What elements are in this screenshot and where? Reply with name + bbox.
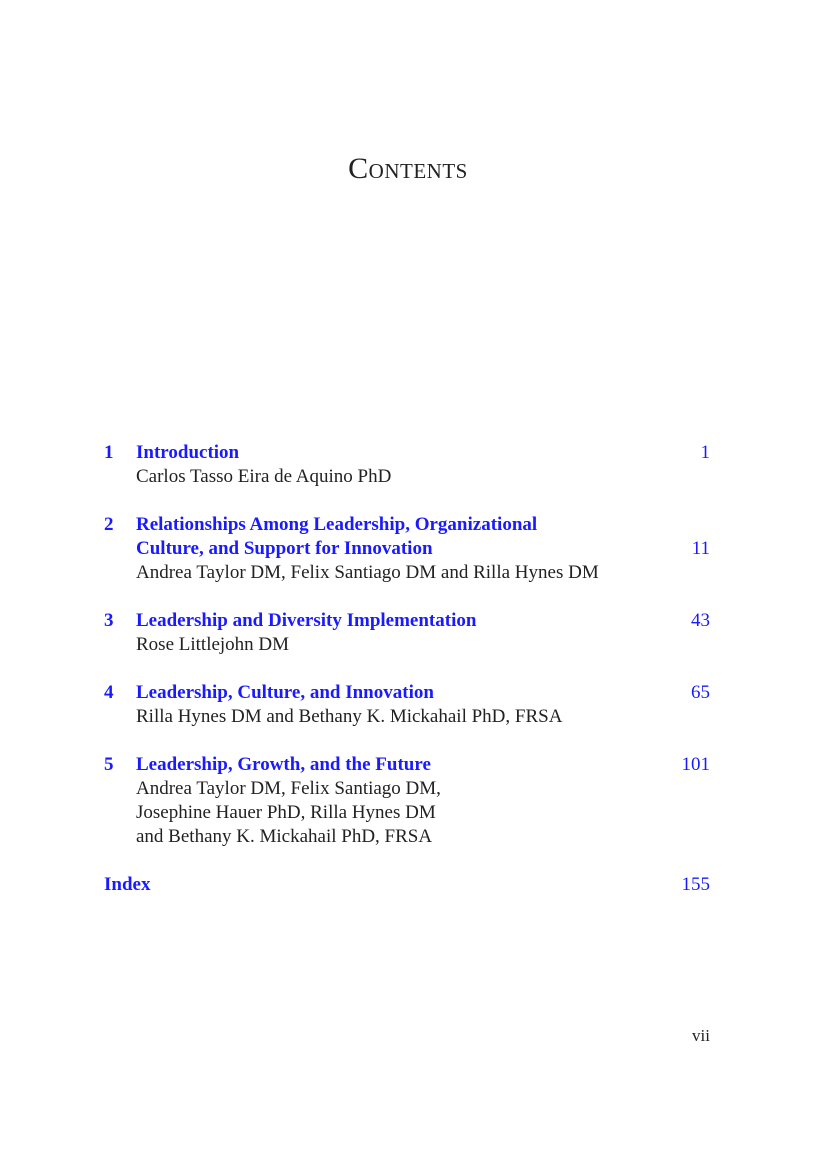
chapter-authors: Andrea Taylor DM, Felix Santiago DM, Josephine Hauer PhD, Rilla Hynes DM and Bethany K. Mickahail PhD, FRSA xyxy=(136,778,441,847)
page-title: Contents xyxy=(348,152,468,185)
chapter-number: 3 xyxy=(104,610,114,631)
index-link[interactable]: Index xyxy=(104,874,151,895)
chapter-authors: Carlos Tasso Eira de Aquino PhD xyxy=(136,466,392,487)
chapter-title-link[interactable]: Leadership, Growth, and the Future xyxy=(136,754,431,775)
toc-entry-index[interactable] xyxy=(104,873,710,897)
chapter-title-link[interactable]: Introduction xyxy=(136,442,240,463)
page-number-link[interactable]: 43 xyxy=(691,610,710,631)
toc-entry-4[interactable] xyxy=(104,681,710,729)
index-page-number-link[interactable]: 155 xyxy=(681,874,710,895)
chapter-title-link[interactable]: Relationships Among Leadership, Organizational Culture, and Support for Innovation xyxy=(136,514,538,559)
page-folio: vii xyxy=(692,1026,710,1045)
toc-entry-2[interactable] xyxy=(104,513,710,585)
toc-entry-1[interactable] xyxy=(104,441,710,489)
chapter-number: 5 xyxy=(104,754,114,775)
page-number-link[interactable]: 1 xyxy=(700,442,710,463)
chapter-number: 2 xyxy=(104,514,114,535)
toc-entry-5[interactable] xyxy=(104,753,710,849)
table-of-contents xyxy=(104,441,710,897)
chapter-authors: Rilla Hynes DM and Bethany K. Mickahail PhD, FRSA xyxy=(136,706,563,727)
page-number-link[interactable]: 101 xyxy=(681,754,710,775)
chapter-number: 1 xyxy=(104,442,114,463)
chapter-title-link[interactable]: Leadership, Culture, and Innovation xyxy=(136,682,434,703)
toc-entry-3[interactable] xyxy=(104,609,710,657)
page-number-link[interactable]: 11 xyxy=(691,538,710,559)
chapter-authors: Andrea Taylor DM, Felix Santiago DM and Rilla Hynes DM xyxy=(136,562,599,583)
chapter-number: 4 xyxy=(104,682,114,703)
chapter-authors: Rose Littlejohn DM xyxy=(136,634,290,655)
page-number-link[interactable]: 65 xyxy=(691,682,710,703)
chapter-title-link[interactable]: Leadership and Diversity Implementation xyxy=(136,610,477,631)
